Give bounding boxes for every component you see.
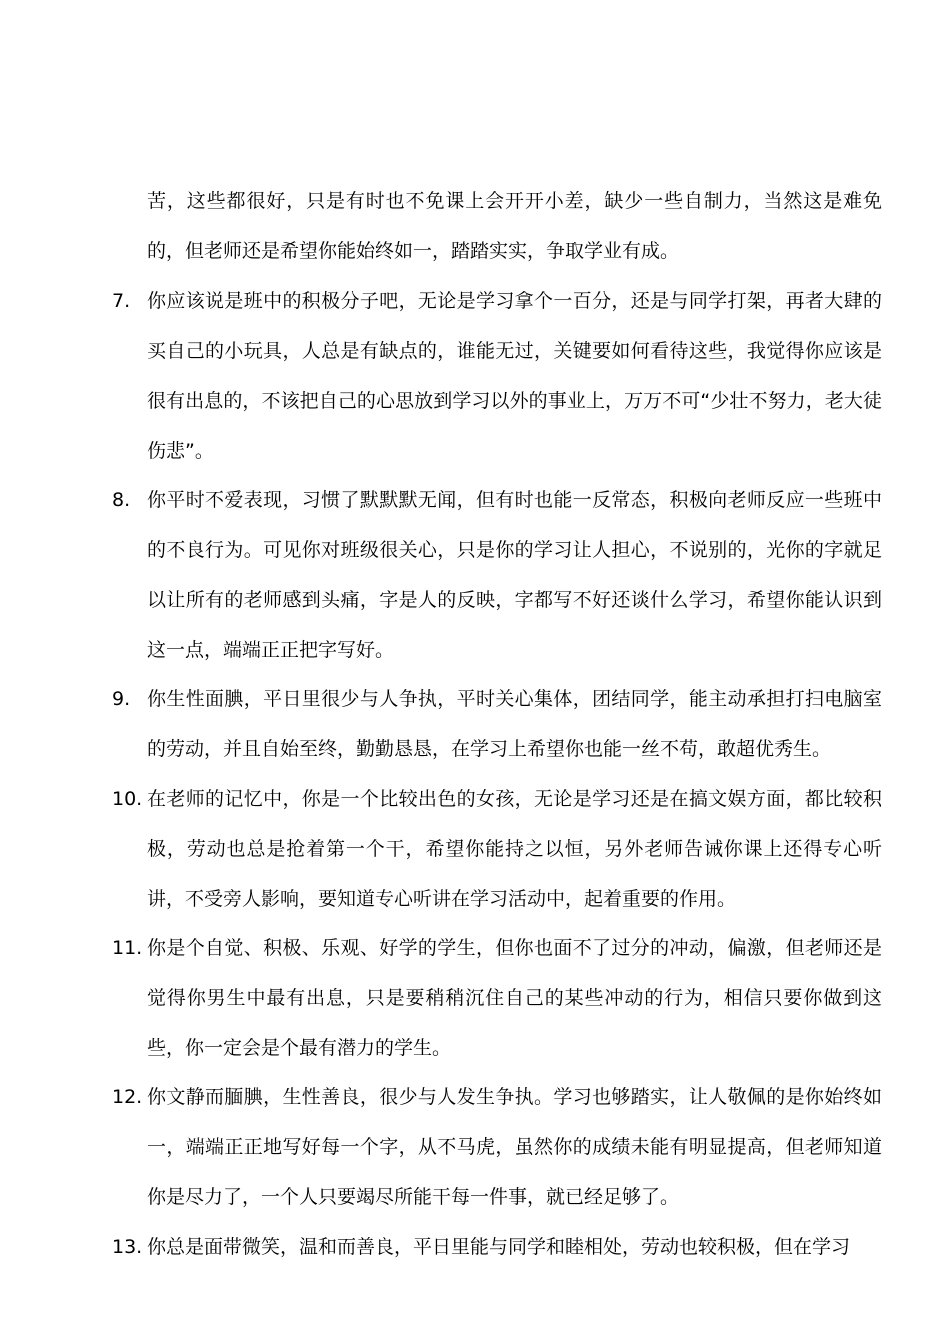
- item-number: 13.: [112, 1236, 143, 1258]
- list-item: [112, 176, 882, 276]
- list-item: [112, 774, 882, 924]
- item-text: 苦，这些都很好，只是有时也不免课上会开开小差，缺少一些自制力，当然这是难免的，但老师还是希望你能始终如一，踏踏实实，争取学业有成。: [147, 190, 882, 262]
- item-text: 你是个自觉、积极、乐观、好学的学生，但你也面不了过分的冲动，偏激，但老师还是觉得你男生中最有出息，只是要稍稍沉住自己的某些冲动的行为，相信只要你做到这些，你一定会是个最有潜力的学生。: [147, 937, 882, 1059]
- item-text: 你生性面腆，平日里很少与人争执，平时关心集体，团结同学，能主动承担打扫电脑室的劳动，并且自始至终，勤勤恳恳，在学习上希望你也能一丝不苟，敢超优秀生。: [147, 688, 882, 760]
- item-number: 11.: [112, 937, 143, 959]
- item-text: 你应该说是班中的积极分子吧，无论是学习拿个一百分，还是与同学打架，再者大肆的买自己的小玩具，人总是有缺点的，谁能无过，关键要如何看待这些，我觉得你应该是很有出息的，不该把自己的心思放到学习以外的事业上，万万不可“少壮不努力，老大徒伤悲”。: [147, 290, 882, 462]
- item-text: 你平时不爱表现，习惯了默默默无闻，但有时也能一反常态，积极向老师反应一些班中的不良行为。可见你对班级很关心，只是你的学习让人担心，不说别的，光你的字就足以让所有的老师感到头痛，字是人的反映，字都写不好还谈什么学习，希望你能认识到这一点，端端正正把字写好。: [147, 489, 882, 661]
- item-text: 你总是面带微笑，温和而善良，平日里能与同学和睦相处，劳动也较积极，但在学习: [147, 1236, 851, 1258]
- item-number: 8.: [112, 489, 131, 511]
- list-item: [112, 674, 882, 774]
- item-number: 9.: [112, 688, 131, 710]
- list-item: [112, 475, 882, 675]
- item-number: 12.: [112, 1086, 143, 1108]
- list-item: [112, 1222, 882, 1272]
- item-text: 你文静而腼腆，生性善良，很少与人发生争执。学习也够踏实，让人敬佩的是你始终如一，端端正正地写好每一个字，从不马虎，虽然你的成绩未能有明显提高，但老师知道你是尽力了，一个人只要竭尽所能干每一件事，就已经足够了。: [147, 1086, 882, 1208]
- list-item: [112, 276, 882, 476]
- item-number: 10.: [112, 788, 143, 810]
- list-item: [112, 1072, 882, 1222]
- item-text: 在老师的记忆中，你是一个比较出色的女孩，无论是学习还是在搞文娱方面，都比较积极，劳动也总是抢着第一个干，希望你能持之以恒，另外老师告诫你课上还得专心听讲，不受旁人影响，要知道专心听讲在学习活动中，起着重要的作用。: [147, 788, 882, 910]
- list-item: [112, 923, 882, 1073]
- item-number: 7.: [112, 290, 131, 312]
